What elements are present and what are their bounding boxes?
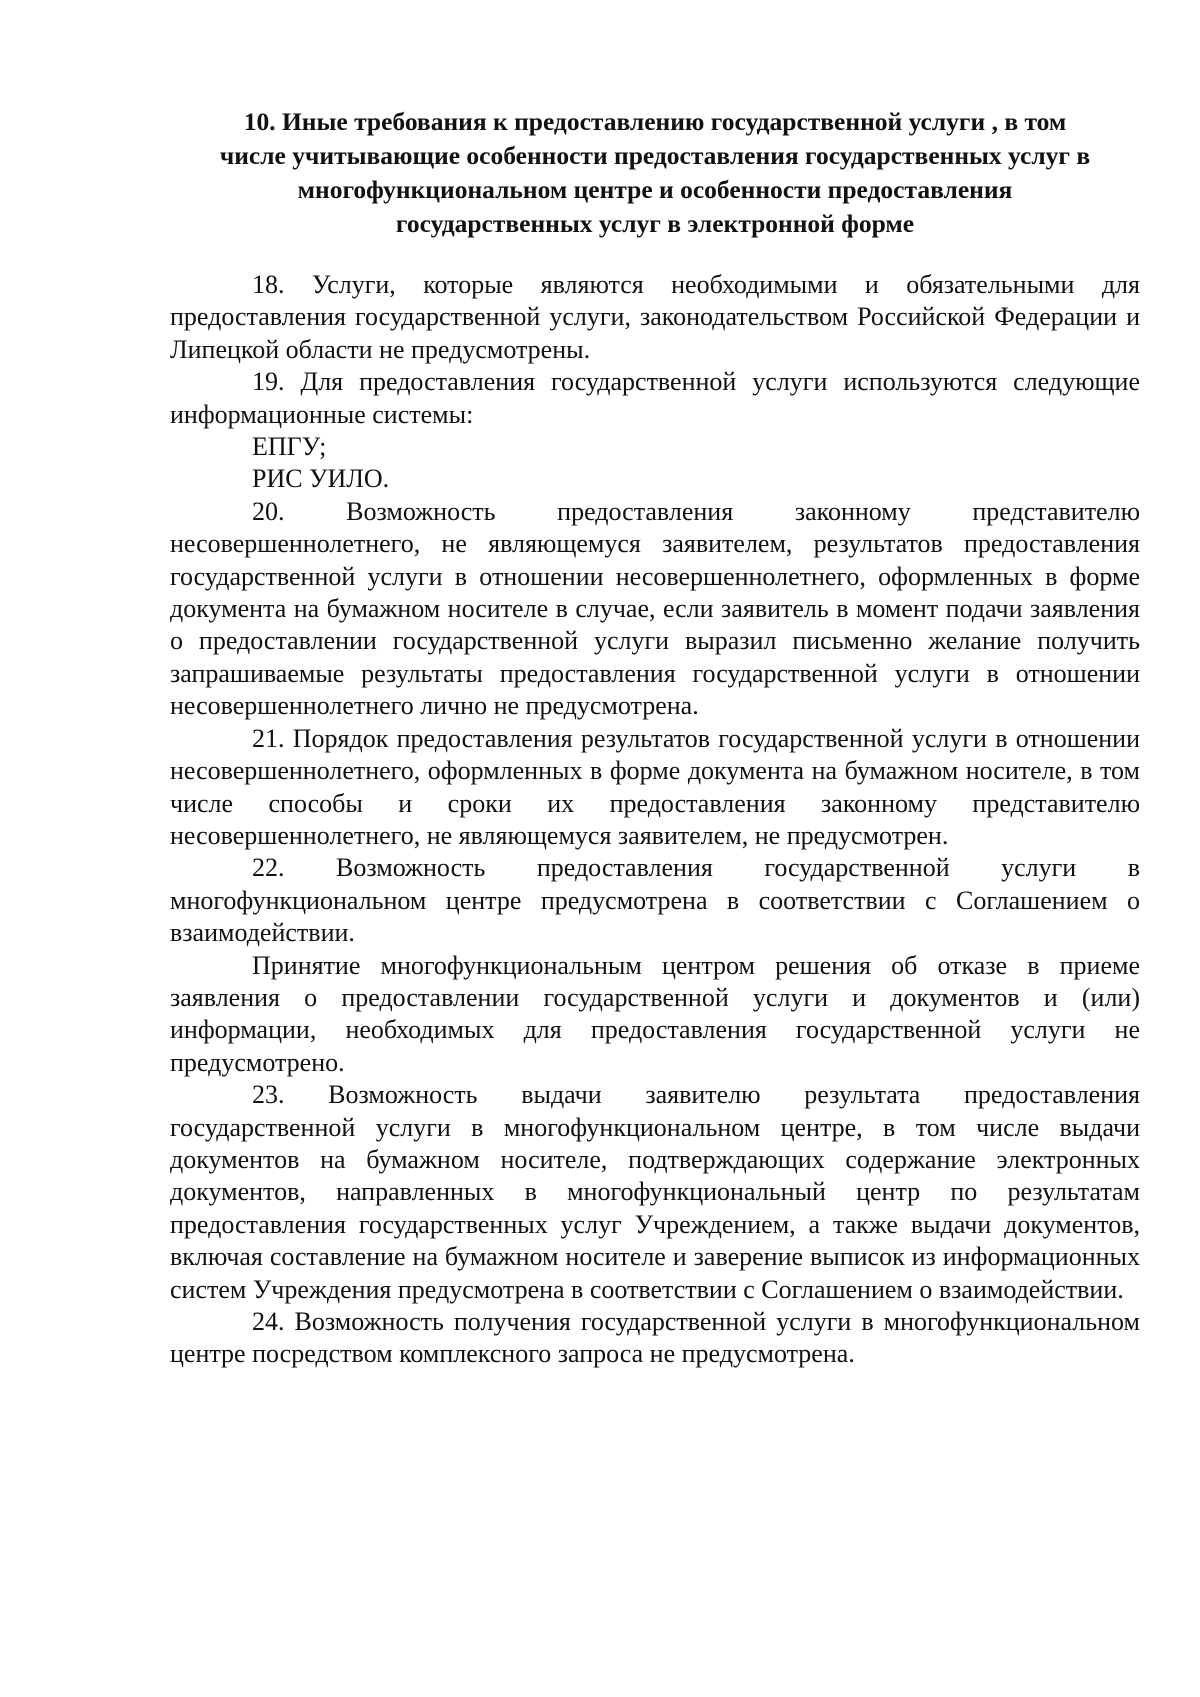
list-item-ris-uilo: РИС УИЛО. [252, 464, 390, 494]
paragraph-19: 19. Для предоставления государственной услуги используются следующие информационные системы: [170, 367, 1140, 429]
paragraph-20: 20. Возможность предоставления законному представителю несовершеннолетнего, не являющемуся заявителем, результатов предоставления государственной услуги в отношении несовершеннолетнего, оформленных в форме документа на бумажном носителе в случае, если заявитель в момент подачи заявления о предоставлении государственной услуги выразил письменно желание получить запрашиваемые результаты предоставления государственной услуги в отношении несовершеннолетнего лично не предусмотрена. [170, 496, 1140, 721]
document-page [170, 105, 1140, 1371]
heading-line: многофункциональном центре и особенности предоставления [297, 175, 1013, 204]
paragraph-22-refusal: Принятие многофункциональным центром решения об отказе в приеме заявления о предоставлении государственной услуги и документов и (или) информации, необходимых для предоставления государственной услуги не предусмотрено. [170, 950, 1140, 1077]
paragraph-23: 23. Возможность выдачи заявителю результата предоставления государственной услуги в многофункциональном центре, в том числе выдачи документов на бумажном носителе, подтверждающих содержание электронных документов, направленных в многофункциональный центр по результатам предоставления государственных услуг Учреждением, а также выдачи документов, включая составление на бумажном носителе и заверение выписок из информационных систем Учреждения предусмотрена в соответствии с Соглашением о взаимодействии. [170, 1080, 1140, 1304]
paragraph-21: 21. Порядок предоставления результатов государственной услуги в отношении несовершеннолетнего, оформленных в форме документа на бумажном носителе, в том числе способы и сроки их предоставления законному представителю несовершеннолетнего, не являющемуся заявителем, не предусмотрен. [170, 723, 1140, 850]
heading-line: государственных услуг в электронной форме [395, 209, 915, 238]
heading-line: числе учитывающие особенности предоставления государственных услуг в [219, 141, 1091, 170]
paragraph-22: 22. Возможность предоставления государственной услуги в многофункциональном центре предусмотрена в соответствии с Соглашением о взаимодействии. [170, 853, 1140, 948]
list-item-epgu: ЕПГУ; [252, 432, 327, 462]
section-heading [170, 105, 1140, 241]
paragraph-24: 24. Возможность получения государственной услуги в многофункциональном центре посредством комплексного запроса не предусмотрена. [170, 1307, 1140, 1369]
heading-line: 10. Иные требования к предоставлению государственной услуги , в том [243, 107, 1067, 136]
document-body [170, 269, 1140, 1371]
paragraph-18: 18. Услуги, которые являются необходимыми и обязательными для предоставления государственной услуги, законодательством Российской Федерации и Липецкой области не предусмотрены. [170, 270, 1140, 364]
